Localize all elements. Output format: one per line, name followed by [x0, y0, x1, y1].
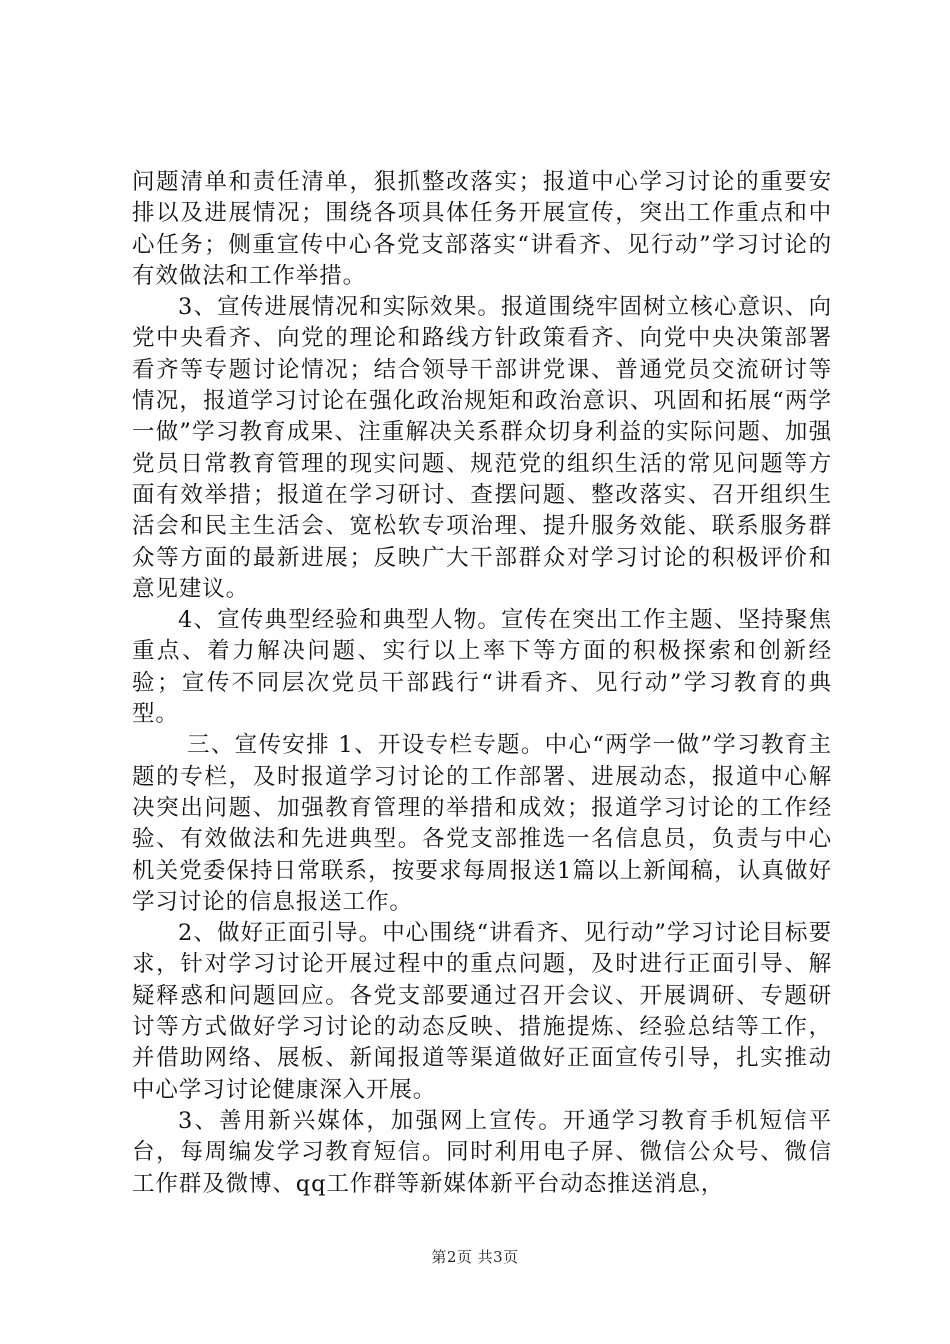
paragraph-positive-guidance: 2、做好正面引导。中心围绕“讲看齐、见行动”学习讨论目标要求，针对学习讨论开展过程中的重点问题，及时进行正面引导、解疑释惑和问题回应。各党支部要通过召开会议、开展调研、专题研讨等方式做好学习讨论的动态反映、措施提炼、经验总结等工作，并借助网络、展板、新闻报道等渠道做好正面宣传引导，扎实推动中心学习讨论健康深入开展。	[132, 920, 832, 1103]
paragraph-new-media: 3、善用新兴媒体，加强网上宣传。开通学习教育手机短信平台，每周编发学习教育短信。同时利用电子屏、微信公众号、微信工作群及微博、qq工作群等新媒体新平台动态推送消息，	[132, 1107, 832, 1197]
paragraph-publicity-arrangement: 三、宣传安排 1、开设专栏专题。中心“两学一做”学习教育主题的专栏，及时报道学习讨论的工作部署、进展动态，报道中心解决突出问题、加强教育管理的举措和成效；报道学习讨论的工作经验、有效做法和先进典型。各党支部推选一名信息员，负责与中心机关党委保持日常联系，按要求每周报送1篇以上新闻稿，认真做好学习讨论的信息报送工作。	[132, 732, 832, 915]
paragraph-continuation: 问题清单和责任清单，狠抓整改落实；报道中心学习讨论的重要安排以及进展情况；围绕各项具体任务开展宣传，突出工作重点和中心任务；侧重宣传中心各党支部落实“讲看齐、见行动”学习讨论的有效做法和工作举措。	[132, 169, 832, 289]
document-body	[132, 167, 832, 1200]
page-footer: 第2页 共3页	[431, 1248, 519, 1266]
paragraph-progress-effects: 3、宣传进展情况和实际效果。报道围绕牢固树立核心意识、向党中央看齐、向党的理论和路线方针政策看齐、向党中央决策部署看齐等专题讨论情况；结合领导干部讲党课、普通党员交流研讨等情况，报道学习讨论在强化政治规矩和政治意识、巩固和拓展“两学一做”学习教育成果、注重解决关系群众切身利益的实际问题、加强党员日常教育管理的现实问题、规范党的组织生活的常见问题等方面有效举措；报道在学习研讨、查摆问题、整改落实、召开组织生活会和民主生活会、宽松软专项治理、提升服务效能、联系服务群众等方面的最新进展；反映广大干部群众对学习讨论的积极评价和意见建议。	[132, 294, 832, 602]
paragraph-typical-experience: 4、宣传典型经验和典型人物。宣传在突出工作主题、坚持聚焦重点、着力解决问题、实行以上率下等方面的积极探索和创新经验；宣传不同层次党员干部践行“讲看齐、见行动”学习教育的典型。	[132, 607, 832, 728]
